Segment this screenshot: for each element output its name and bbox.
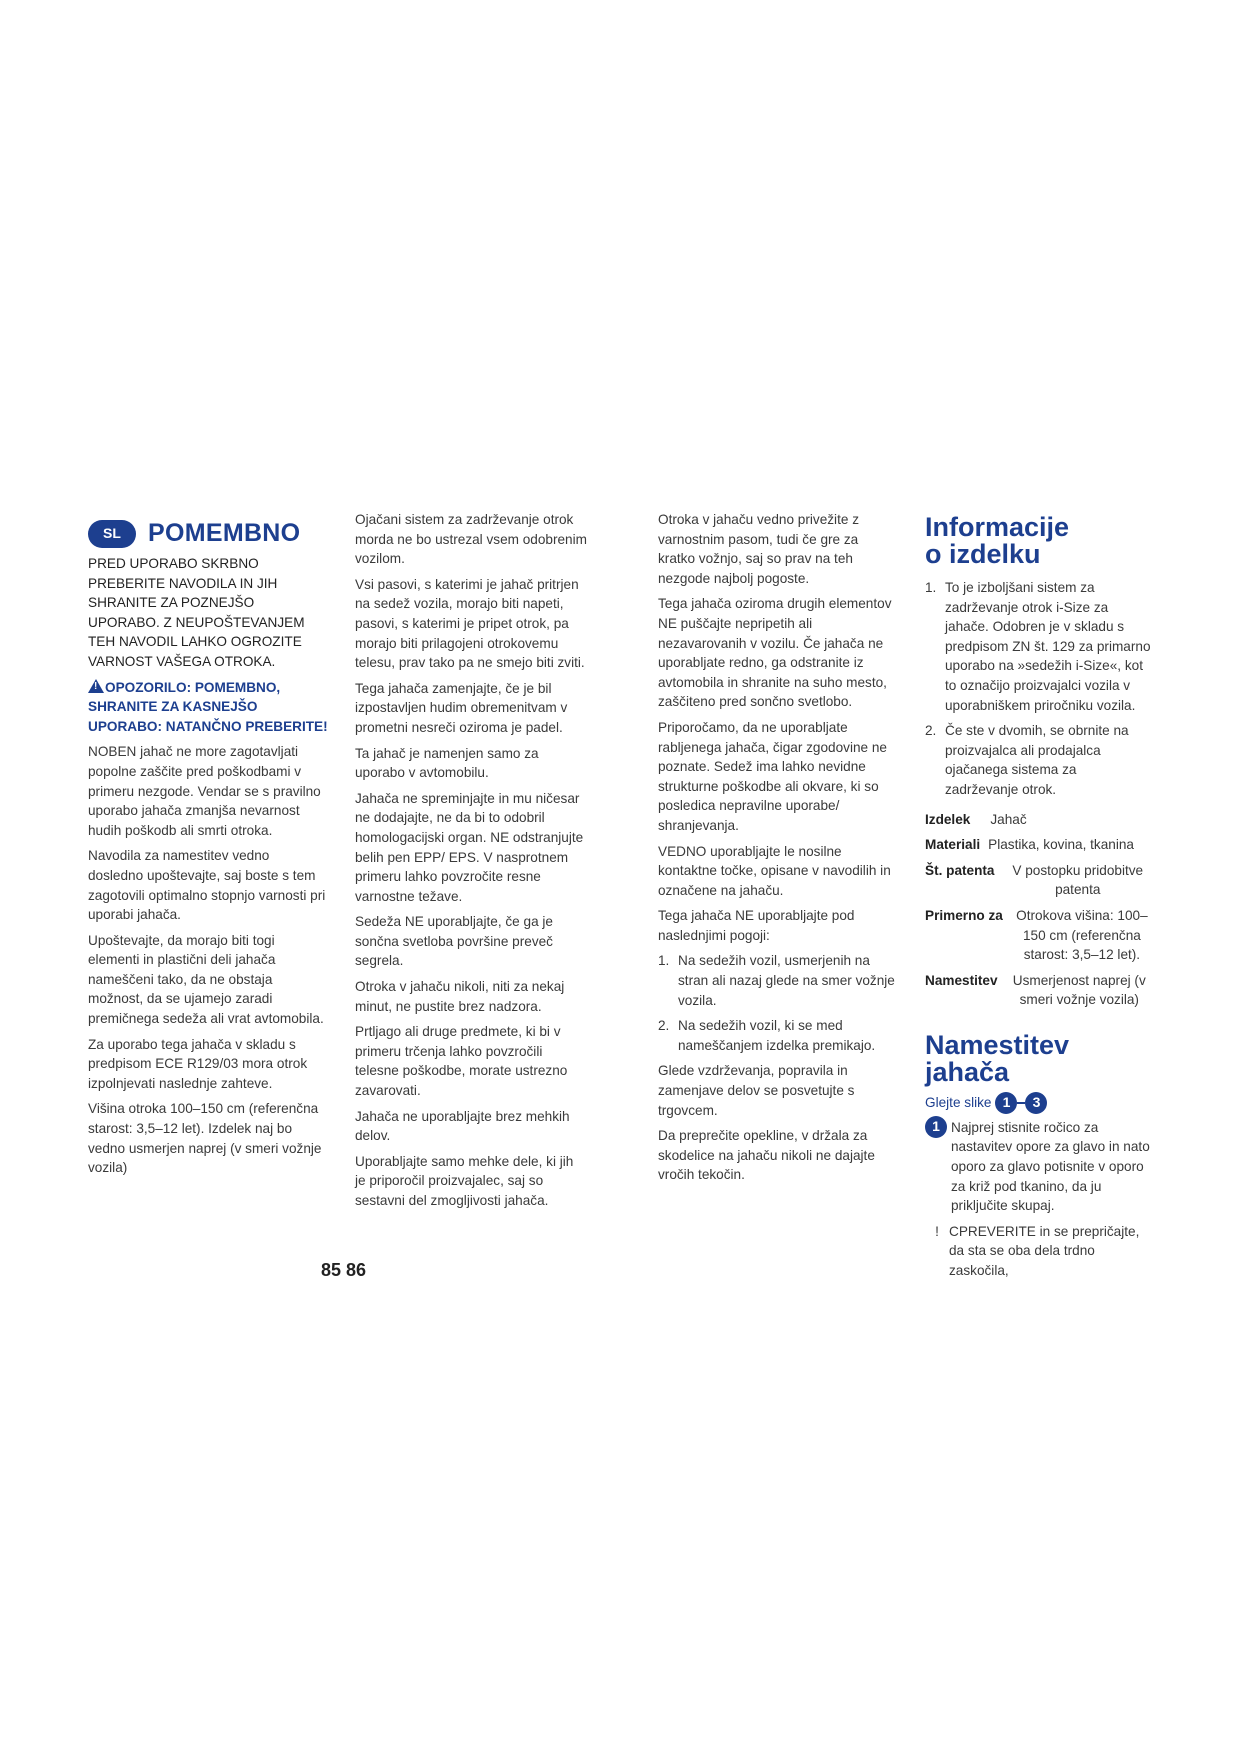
paragraph: Jahača ne spreminjajte in mu ničesar ne dodajajte, ne da bi to odobril homologacijski organ. NE odstranjujte belih pen EPP/ EPS. V nasprotnem primeru lahko povzročite resne varnostne težave. xyxy=(355,790,584,904)
list-item xyxy=(658,951,898,1010)
see-label: Glejte slike xyxy=(925,1095,992,1111)
spec-value: Usmerjenost naprej (v smeri vožnje vozila) xyxy=(1012,972,1146,1008)
paragraph: Otroka v jahaču nikoli, niti za nekaj minut, ne pustite brez nadzora. xyxy=(355,979,565,1014)
check-text: CPREVERITE in se prepričajte, da sta se oba dela trdno zaskočila, xyxy=(949,1223,1140,1279)
list-number: 1. xyxy=(658,953,670,969)
spec-value: Jahač xyxy=(990,811,1027,827)
exclamation-icon: ! xyxy=(935,1223,939,1239)
paragraph: Za uporabo tega jahača v skladu s predpisom ECE R129/03 mora otrok izpolnjevati naslednje zahteve. xyxy=(88,1036,308,1091)
paragraph: NOBEN jahač ne more zagotavljati popolne zaščite pred poškodbami v primeru nezgode. Vendar se s pravilno uporabo jahača zmanjša nevarnost hudih poškodb ali smrti otroka. xyxy=(88,744,321,838)
paragraph: Da preprečite opekline, v držala za skodelice na jahaču nikoli ne dajajte vročih tekočin. xyxy=(658,1128,875,1183)
paragraph: Prtljago ali druge predmete, ki bi v primeru trčenja lahko povzročili telesne poškodbe, morate ustrezno zavarovati. xyxy=(355,1024,568,1099)
list-number: 1. xyxy=(925,580,937,595)
caps-notice: PRED UPORABO SKRBNO PREBERITE NAVODILA IN JIH SHRANITE ZA POZNEJŠO UPORABO. Z NEUPOŠTEVANJEM TEH NAVODIL LAHKO OGROZITE VARNOST VAŠEGA OTROKA. xyxy=(88,556,305,669)
spec-row xyxy=(925,906,1153,965)
warning-block xyxy=(88,678,328,737)
list-text: Če ste v dvomih, se obrnite na proizvajalca ali prodajalca ojačanega sistema za zadrževanje otrok. xyxy=(945,723,1129,797)
dash xyxy=(1017,1102,1025,1104)
step-text: Najprej stisnite ročico za nastavitev opore za glavo in nato oporo za glavo potisnite v oporo za križ pod tkanino, da ju priključite skupaj. xyxy=(951,1119,1150,1214)
list-item xyxy=(925,578,1153,715)
spec-row xyxy=(925,971,1153,1010)
list-item xyxy=(658,1016,898,1055)
spec-key: Št. patenta xyxy=(925,862,995,878)
paragraph: Višina otroka 100–150 cm (referenčna starost: 3,5–12 let). Izdelek naj bo vedno usmerjen naprej (v smeri vožnje vozila) xyxy=(88,1101,322,1176)
list-text: Na sedežih vozil, usmerjenih na stran ali nazaj glede na smer vožnje vozila. xyxy=(678,953,895,1008)
heading-product-info: Informacije o izdelku xyxy=(925,512,1070,569)
paragraph: Jahača ne uporabljajte brez mehkih delov. xyxy=(355,1108,570,1144)
heading-installation: Namestitev jahača xyxy=(925,1029,1070,1087)
spec-value: Otrokova višina: 100–150 cm (referenčna starost: 3,5–12 let). xyxy=(1016,907,1148,963)
paragraph: Tega jahača NE uporabljajte pod naslednjimi pogoji: xyxy=(658,908,855,943)
step-number-icon: 1 xyxy=(925,1116,947,1138)
step-item xyxy=(925,1118,1153,1216)
spec-key: Materiali xyxy=(925,837,981,853)
paragraph: Upoštevajte, da morajo biti togi elementi in plastični deli jahača nameščeni tako, da ne obstaja možnost, da se ujamejo zaradi premičnega sedeža ali vrat avtomobila. xyxy=(88,932,324,1027)
section-header xyxy=(88,520,328,548)
figure-number-icon: 1 xyxy=(995,1092,1017,1114)
paragraph: Uporabljajte samo mehke dele, ki jih je priporočil proizvajalec, saj so sestavni del zmogljivosti jahača. xyxy=(355,1153,574,1208)
list-item xyxy=(925,721,1153,799)
column-2 xyxy=(355,510,587,1217)
paragraph: Glede vzdrževanja, popravila in zamenjave delov se posvetujte s trgovcem. xyxy=(658,1063,855,1118)
figure-number-icon: 3 xyxy=(1025,1092,1047,1114)
spec-row xyxy=(925,861,1153,900)
paragraph: Tega jahača oziroma drugih elementov NE puščajte nepripetih ali nezavarovanih v vozilu. Če jahača ne uporabljate redno, ga odstranite iz avtomobila in shranite na suho mesto, zaščiteno pred sončno svetlobo. xyxy=(658,596,892,710)
column-3 xyxy=(658,510,898,1191)
paragraph: Sedeža NE uporabljajte, če ga je sončna svetloba površine preveč segrela. xyxy=(355,914,553,969)
list-text: To je izboljšani sistem za zadrževanje otrok i-Size za jahače. Odobren je v skladu s predpisom ZN št. 129 za primarno uporabo na »sedežih i-Size«, kot to označijo proizvajalci vozila v uporabniškem priročniku vozila. xyxy=(945,580,1151,713)
paragraph: Ojačani sistem za zadrževanje otrok morda ne bo ustrezal vsem odobrenim vozilom. xyxy=(355,512,587,567)
spec-key: Izdelek xyxy=(925,811,971,827)
page-numbers: 85 86 xyxy=(321,1260,367,1280)
spec-row xyxy=(925,835,1153,855)
section-title: POMEMBNO xyxy=(148,519,301,548)
paragraph: Otroka v jahaču vedno privežite z varnostnim pasom, tudi če gre za kratko vožnjo, saj so prav na teh nezgode najbolj pogoste. xyxy=(658,512,859,586)
spec-key: Primerno za xyxy=(925,907,1003,923)
column-4 xyxy=(925,508,1153,1287)
warning-text: OPOZORILO: POMEMBNO, SHRANITE ZA KASNEJŠO UPORABO: NATANČNO PREBERITE! xyxy=(88,679,328,734)
list-text: Na sedežih vozil, ki se med nameščanjem izdelka premikajo. xyxy=(678,1018,876,1053)
list-number: 2. xyxy=(658,1018,670,1034)
paragraph: Tega jahača zamenjajte, če je bil izpostavljen hudim obremenitvam v prometni nesreči oziroma je padel. xyxy=(355,680,568,735)
spec-key: Namestitev xyxy=(925,972,998,988)
paragraph: VEDNO uporabljajte le nosilne kontaktne točke, opisane v navodilih in označene na jahaču. xyxy=(658,843,891,898)
paragraph: Priporočamo, da ne uporabljate rabljenega jahača, čigar zgodovine ne poznate. Sedež ima lahko nevidne strukturne poškodbe ali okvare, ki so posledica nepravilne uporabe/ shranjevanja. xyxy=(658,719,887,833)
spec-value: V postopku pridobitve patenta xyxy=(1012,862,1144,898)
warning-icon: ! xyxy=(88,679,104,693)
spec-row xyxy=(925,810,1153,830)
language-badge: SL xyxy=(88,520,136,548)
paragraph: Navodila za namestitev vedno dosledno upoštevajte, saj boste s tem zagotovili optimalno stopnjo varnosti pri uporabi jahača. xyxy=(88,848,326,923)
column-1 xyxy=(88,510,328,1184)
check-item xyxy=(925,1222,1153,1281)
paragraph: Ta jahač je namenjen samo za uporabo v avtomobilu. xyxy=(355,745,539,781)
see-figures xyxy=(925,1092,1153,1114)
spec-value: Plastika, kovina, tkanina xyxy=(988,837,1134,853)
list-number: 2. xyxy=(925,723,937,739)
paragraph: Vsi pasovi, s katerimi je jahač pritrjen na sedež vozila, morajo biti napeti, pasovi, s katerimi je pripet otrok, pa morajo biti prilagojeni otrokovemu telesu, prav tako pa ne smejo biti zviti. xyxy=(355,576,585,671)
